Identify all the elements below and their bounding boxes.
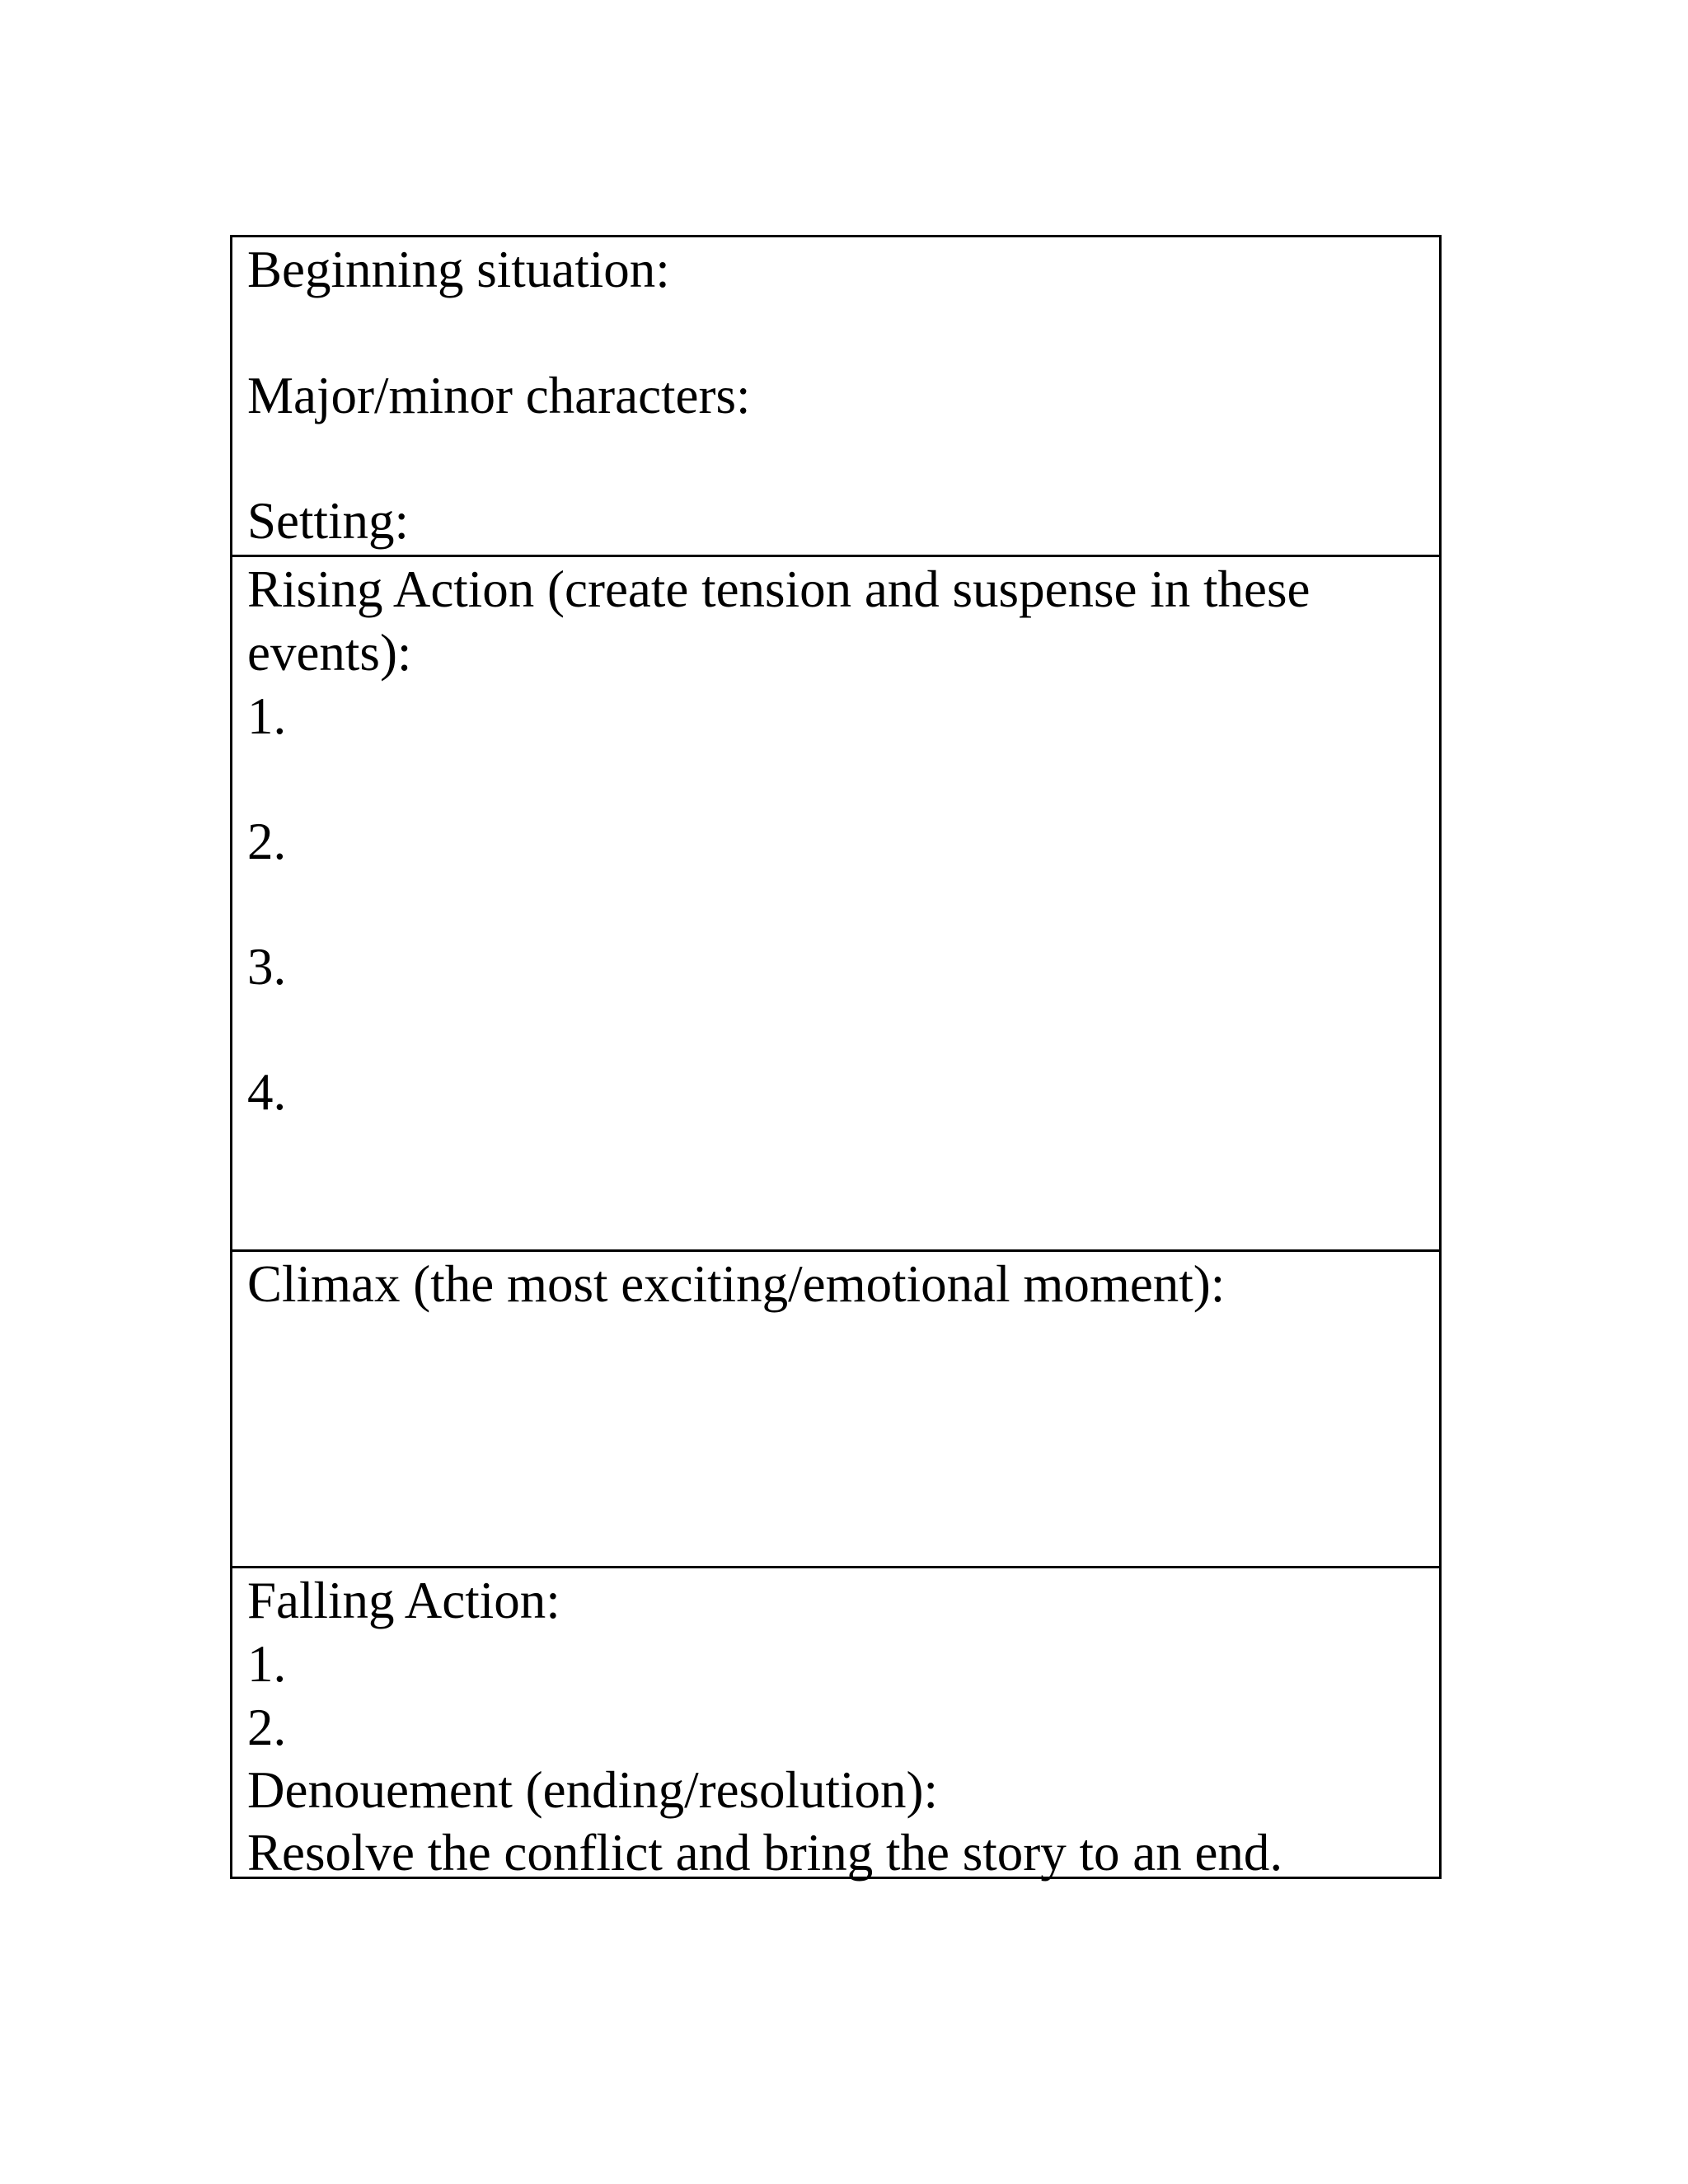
rising-action-item-2: 2. — [247, 813, 287, 870]
climax-heading: Climax (the most exciting/emotional moment): — [247, 1255, 1226, 1313]
falling-action-heading: Falling Action: — [247, 1572, 560, 1629]
rising-action-cell — [232, 555, 1439, 1249]
beginning-cell — [232, 237, 1439, 555]
rising-action-heading: Rising Action (create tension and suspense in these — [247, 560, 1311, 618]
plot-outline-table — [230, 235, 1442, 1882]
denouement-label: Denouement (ending/resolution): — [247, 1761, 939, 1819]
setting-label: Setting: — [247, 492, 410, 550]
rising-action-item-1: 1. — [247, 687, 287, 745]
beginning-situation-label: Beginning situation: — [247, 241, 670, 298]
major-minor-characters-label: Major/minor characters: — [247, 367, 751, 424]
falling-action-item-2: 2. — [247, 1699, 287, 1756]
climax-cell — [232, 1249, 1439, 1566]
falling-action-cell — [232, 1566, 1439, 1882]
rising-action-item-3: 3. — [247, 938, 287, 996]
falling-action-item-1: 1. — [247, 1635, 287, 1693]
denouement-text: Resolve the conflict and bring the story to an end. — [247, 1824, 1283, 1882]
rising-action-item-4: 4. — [247, 1063, 287, 1121]
rising-action-heading-continued: events): — [247, 624, 412, 682]
